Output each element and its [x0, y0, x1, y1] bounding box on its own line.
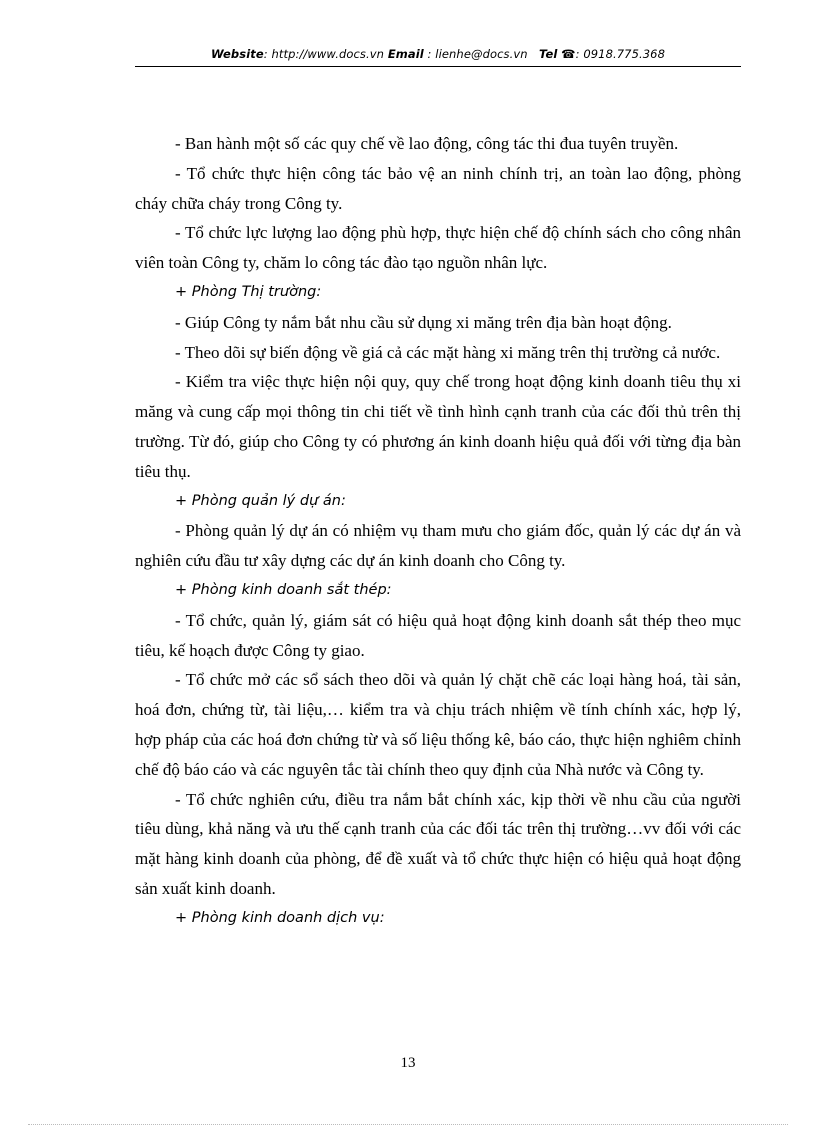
tel-value: : 0918.775.368 [575, 47, 666, 61]
paragraph: - Ban hành một số các quy chế về lao động, công tác thi đua tuyên truyền. [175, 134, 679, 153]
paragraph: - Kiểm tra việc thực hiện nội quy, quy chế trong hoạt động kinh doanh tiêu thụ xi măng và cung cấp mọi thông tin chi tiết về tình hình cạnh tranh của các đối thủ trên thị trường. Từ đó, giúp cho Công ty có phương án kinh doanh hiệu quả đối với từng địa bàn tiêu thụ. [135, 372, 741, 481]
paragraph: - Tổ chức lực lượng lao động phù hợp, thực hiện chế độ chính sách cho công nhân viên toàn Công ty, chăm lo công tác đào tạo nguồn nhân lực. [135, 223, 741, 273]
email-value: : lienhe@docs.vn [423, 47, 528, 61]
page-header [135, 47, 741, 61]
website-label: Website [210, 47, 264, 61]
header-rule [135, 66, 741, 67]
paragraph: - Phòng quản lý dự án có nhiệm vụ tham mưu cho giám đốc, quản lý các dự án và nghiên cứu đầu tư xây dựng các dự án kinh doanh cho Công ty. [135, 521, 741, 571]
document-body [135, 129, 741, 934]
section-heading: + Phòng Thị trường: [175, 283, 322, 300]
phone-icon: ☎ [561, 47, 576, 61]
section-heading: + Phòng kinh doanh sắt thép: [175, 581, 392, 598]
paragraph: - Theo dõi sự biến động về giá cả các mặt hàng xi măng trên thị trường cả nước. [175, 342, 721, 362]
tel-label: Tel [538, 47, 558, 61]
email-label: Email [387, 47, 424, 61]
paragraph: - Tổ chức thực hiện công tác bảo vệ an ninh chính trị, an toàn lao động, phòng cháy chữa cháy trong Công ty. [135, 163, 741, 213]
paragraph: - Tổ chức nghiên cứu, điều tra nắm bắt chính xác, kịp thời về nhu cầu của người tiêu dùng, khả năng và ưu thế cạnh tranh của các đối tác trên thị trường…vv đối với các mặt hàng kinh doanh của phòng, để đề xuất và tổ chức thực hiện có hiệu quả hoạt động sản xuất kinh doanh. [135, 789, 741, 898]
page-number: 13 [400, 1055, 416, 1071]
paragraph: - Giúp Công ty nắm bắt nhu cầu sử dụng xi măng trên địa bàn hoạt động. [175, 312, 672, 332]
section-heading: + Phòng kinh doanh dịch vụ: [175, 909, 385, 926]
paragraph: - Tổ chức, quản lý, giám sát có hiệu quả hoạt động kinh doanh sắt thép theo mục tiêu, kế hoạch được Công ty giao. [135, 610, 741, 660]
section-heading: + Phòng quản lý dự án: [175, 492, 346, 509]
website-value: : http://www.docs.vn [263, 47, 385, 61]
paragraph: - Tổ chức mở các sổ sách theo dõi và quản lý chặt chẽ các loại hàng hoá, tài sản, hoá đơn, chứng từ, tài liệu,… kiểm tra và chịu trách nhiệm về tính chính xác, hợp lý, hợp pháp của các hoá đơn chứng từ và số liệu thống kê, báo cáo, thực hiện nghiêm chỉnh chế độ báo cáo và các nguyên tắc tài chính theo quy định của Nhà nước và Công ty. [135, 670, 741, 779]
